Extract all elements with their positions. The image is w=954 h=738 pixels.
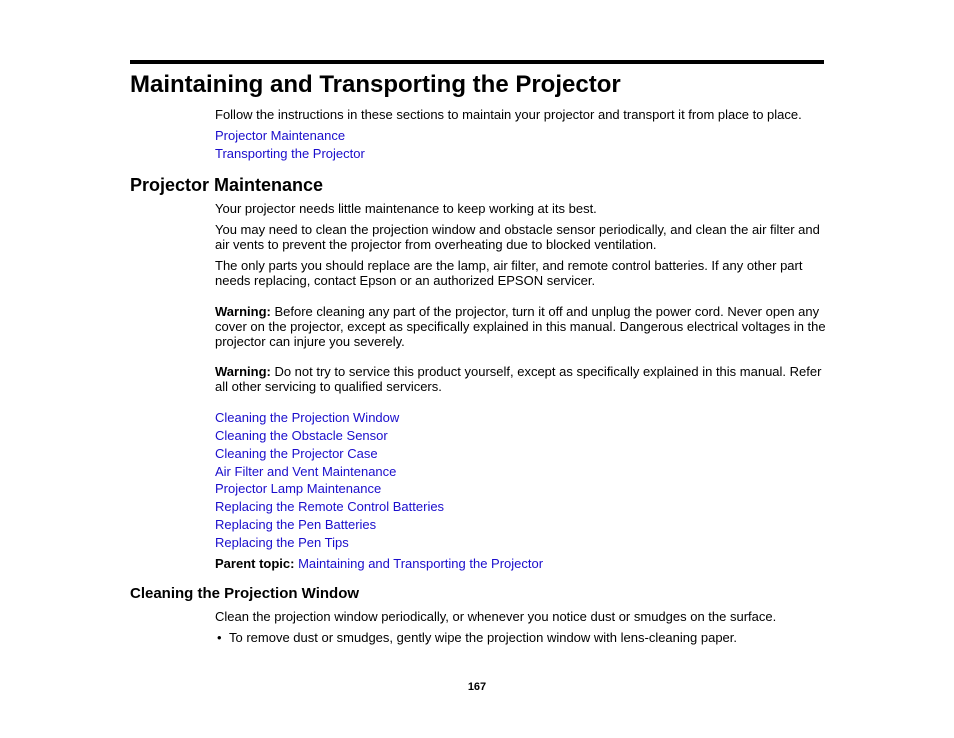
title-rule (130, 60, 824, 64)
link-replacing-remote-batteries[interactable]: Replacing the Remote Control Batteries (215, 499, 445, 514)
link-projector-maintenance[interactable]: Projector Maintenance (215, 128, 346, 143)
link-cleaning-obstacle-sensor[interactable]: Cleaning the Obstacle Sensor (215, 428, 388, 443)
maintenance-paragraph-2: You may need to clean the projection window and obstacle sensor periodically, and clean the air filter and air vents to prevent the projector from overheating due to blocked ventilation. (215, 222, 820, 252)
warning-label: Warning: (215, 364, 271, 379)
bullet-marker: • (217, 630, 222, 645)
page-number: 167 (467, 681, 487, 693)
section-heading-projector-maintenance: Projector Maintenance (130, 175, 324, 195)
maintenance-paragraph-3: The only parts you should replace are the lamp, air filter, and remote control batteries. If any other part needs replacing, contact Epson or an authorized EPSON servicer. (215, 258, 803, 288)
warning-text-1: Before cleaning any part of the projector, turn it off and unplug the power cord. Never open any cover on the projector, except as specifically explained in this manual. Dangerous electrical voltages in the projector can injure you severely. (215, 304, 826, 349)
maintenance-paragraph-1: Your projector needs little maintenance to keep working at its best. (215, 201, 597, 216)
warning-label: Warning: (215, 304, 271, 319)
parent-topic-label: Parent topic: (215, 556, 295, 571)
page-title: Maintaining and Transporting the Projector (130, 71, 621, 98)
parent-topic (215, 556, 827, 571)
link-replacing-pen-batteries[interactable]: Replacing the Pen Batteries (215, 517, 377, 532)
link-cleaning-projection-window[interactable]: Cleaning the Projection Window (215, 410, 400, 425)
warning-note-2 (215, 364, 827, 394)
intro-text: Follow the instructions in these sections to maintain your projector and transport it from place to place. (215, 107, 802, 122)
link-air-filter-vent-maintenance[interactable]: Air Filter and Vent Maintenance (215, 464, 397, 479)
link-transporting-projector[interactable]: Transporting the Projector (215, 146, 365, 161)
parent-topic-link[interactable]: Maintaining and Transporting the Projector (298, 556, 544, 571)
section-heading-cleaning-window: Cleaning the Projection Window (130, 585, 360, 602)
warning-text-2: Do not try to service this product yourself, except as specifically explained in this manual. Refer all other servicing to qualified servicers. (215, 364, 822, 394)
cleaning-paragraph-1: Clean the projection window periodically, or whenever you notice dust or smudges on the surface. (215, 609, 777, 624)
link-projector-lamp-maintenance[interactable]: Projector Lamp Maintenance (215, 481, 382, 496)
link-cleaning-projector-case[interactable]: Cleaning the Projector Case (215, 446, 378, 461)
link-replacing-pen-tips[interactable]: Replacing the Pen Tips (215, 535, 349, 550)
bullet-item-1: To remove dust or smudges, gently wipe the projection window with lens-cleaning paper. (229, 630, 737, 645)
warning-note-1 (215, 304, 827, 349)
